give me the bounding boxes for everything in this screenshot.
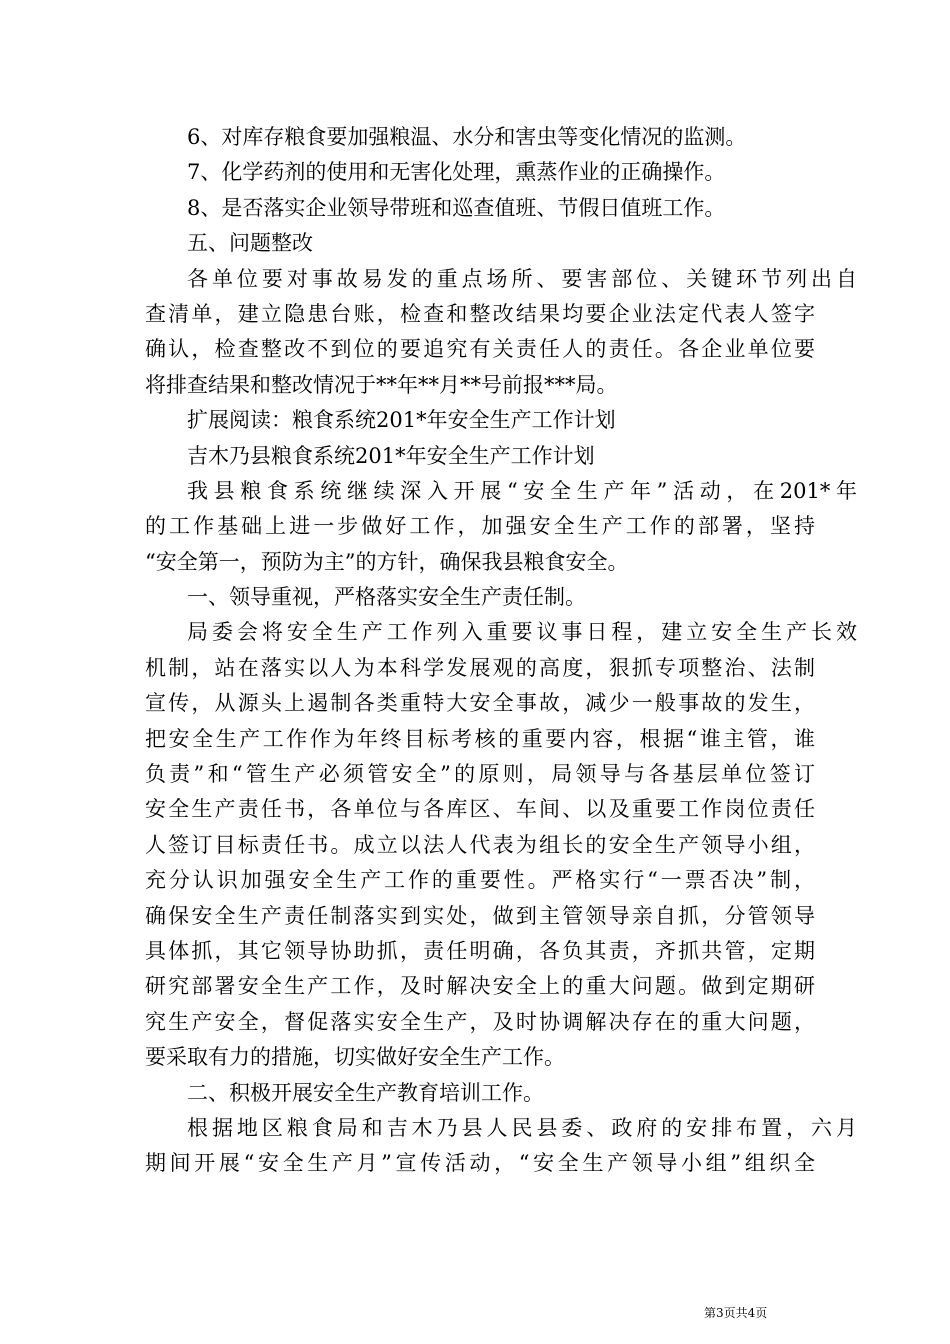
paragraph-line: 根据地区粮食局和吉木乃县人民县委、政府的安排布置，六月 xyxy=(187,1115,857,1140)
paragraph-line: 负责”和“管生产必须管安全”的原则，局领导与各基层单位签订 xyxy=(145,762,815,787)
paragraph-line: 我县粮食系统继续深入开展“安全生产年”活动，在201*年 xyxy=(187,478,857,503)
paragraph-line: 究生产安全，督促落实安全生产，及时协调解决存在的重大问题， xyxy=(145,1009,815,1034)
paragraph-line: 要采取有力的措施，切实做好安全生产工作。 xyxy=(145,1045,565,1070)
paragraph-line: 充分认识加强安全生产工作的重要性。严格实行“一票否决”制， xyxy=(145,868,815,893)
plan-title: 吉木乃县粮食系统201*年安全生产工作计划 xyxy=(187,443,595,468)
paragraph-line: 把安全生产工作作为年终目标考核的重要内容，根据“谁主管，谁 xyxy=(145,726,815,751)
paragraph-line: 具体抓，其它领导协助抓，责任明确，各负其责，齐抓共管，定期 xyxy=(145,938,815,963)
text-line-item-7: 7、化学药剂的使用和无害化处理，熏蒸作业的正确操作。 xyxy=(187,160,726,185)
paragraph-line: 研究部署安全生产工作，及时解决安全上的重大问题。做到定期研 xyxy=(145,974,815,999)
section-heading-1: 一、领导重视，严格落实安全生产责任制。 xyxy=(187,585,586,610)
paragraph-line: 查清单，建立隐患台账，检查和整改结果均要企业法定代表人签字 xyxy=(145,301,815,326)
section-heading-5: 五、问题整改 xyxy=(187,231,313,256)
paragraph-line: 局委会将安全生产工作列入重要议事日程，建立安全生产长效 xyxy=(187,620,857,645)
extended-reading-label: 扩展阅读：粮食系统201*年安全生产工作计划 xyxy=(187,408,616,433)
paragraph-line: 宣传，从源头上遏制各类重特大安全事故，减少一般事故的发生， xyxy=(145,691,815,716)
document-body xyxy=(145,120,857,1182)
paragraph-line: 将排查结果和整改情况于**年**月**号前报***局。 xyxy=(145,372,618,397)
section-heading-2: 二、积极开展安全生产教育培训工作。 xyxy=(187,1080,544,1105)
paragraph-line: 机制，站在落实以人为本科学发展观的高度，狠抓专项整治、法制 xyxy=(145,655,815,680)
paragraph-line: 人签订目标责任书。成立以法人代表为组长的安全生产领导小组， xyxy=(145,832,815,857)
paragraph-line: 各单位要对事故易发的重点场所、要害部位、关键环节列出自 xyxy=(187,266,857,291)
paragraph-line: 确认，检查整改不到位的要追究有关责任人的责任。各企业单位要 xyxy=(145,337,815,362)
text-line-item-6: 6、对库存粮食要加强粮温、水分和害虫等变化情况的监测。 xyxy=(187,125,747,149)
paragraph-line: 确保安全生产责任制落实到实处，做到主管领导亲自抓，分管领导 xyxy=(145,903,815,928)
page-number: 第3页共4页 xyxy=(704,1306,768,1320)
paragraph-line: 安全生产责任书，各单位与各库区、车间、以及重要工作岗位责任 xyxy=(145,797,815,822)
paragraph-line: 的工作基础上进一步做好工作，加强安全生产工作的部署，坚持 xyxy=(145,514,815,539)
text-line-item-8: 8、是否落实企业领导带班和巡查值班、节假日值班工作。 xyxy=(187,195,726,220)
paragraph-line: 期间开展“安全生产月”宣传活动，“安全生产领导小组”组织全 xyxy=(145,1151,815,1176)
paragraph-line: “安全第一，预防为主”的方针，确保我县粮食安全。 xyxy=(145,549,629,574)
